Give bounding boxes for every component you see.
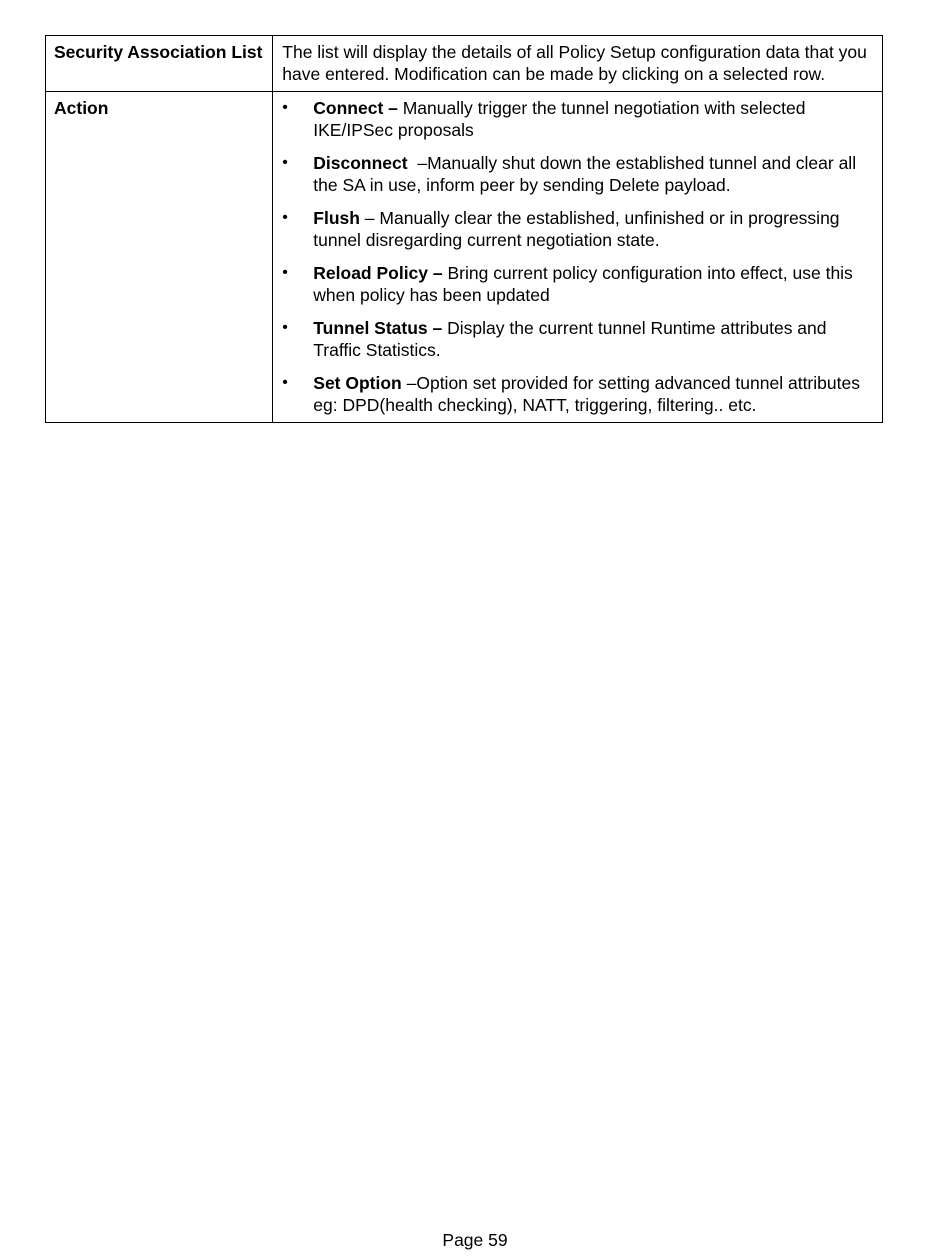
bullet-icon: • bbox=[282, 154, 288, 171]
action-item-disconnect bbox=[282, 152, 874, 196]
table-row-security-association-list bbox=[46, 36, 883, 92]
action-description: Manually trigger the tunnel negotiation with selected IKE/IPSec proposals bbox=[313, 98, 806, 140]
term-cell-action: Action bbox=[46, 92, 273, 423]
action-list bbox=[282, 97, 874, 416]
action-name: Connect bbox=[313, 98, 384, 118]
action-separator: – bbox=[401, 373, 417, 393]
action-separator: – bbox=[428, 263, 448, 283]
bullet-icon: • bbox=[282, 319, 288, 336]
action-separator: – bbox=[407, 153, 428, 173]
action-description: Manually shut down the established tunnel and clear all the SA in use, inform peer by sending Delete payload. bbox=[313, 153, 857, 195]
action-name: Tunnel Status bbox=[313, 318, 428, 338]
action-name: Reload Policy bbox=[313, 263, 429, 283]
table-row-action bbox=[46, 92, 883, 423]
bullet-icon: • bbox=[282, 209, 288, 226]
action-description: Bring current policy configuration into effect, use this when policy has been updated bbox=[313, 263, 853, 305]
action-description: Display the current tunnel Runtime attributes and Traffic Statistics. bbox=[313, 318, 827, 360]
action-item-reload-policy bbox=[282, 262, 874, 306]
term-cell-security-association-list: Security Association List bbox=[46, 36, 273, 92]
action-separator: – bbox=[383, 98, 403, 118]
bullet-icon: • bbox=[282, 99, 288, 116]
action-item-flush bbox=[282, 207, 874, 251]
action-item-tunnel-status bbox=[282, 317, 874, 361]
action-separator: – bbox=[427, 318, 448, 338]
page-number: Page 59 bbox=[442, 1230, 508, 1250]
action-separator: – bbox=[359, 208, 380, 228]
action-item-set-option bbox=[282, 372, 874, 416]
definition-table bbox=[45, 35, 883, 423]
bullet-icon: • bbox=[282, 374, 288, 391]
action-name: Disconnect bbox=[313, 153, 408, 173]
bullet-icon: • bbox=[282, 264, 288, 281]
action-item-connect bbox=[282, 97, 874, 141]
description-cell-action bbox=[273, 92, 883, 423]
description-cell-security-association-list: The list will display the details of all Policy Setup configuration data that you have entered. Modification can be made by clicking on a selected row. bbox=[273, 36, 883, 92]
action-name: Flush bbox=[313, 208, 360, 228]
action-name: Set Option bbox=[313, 373, 402, 393]
action-description: Option set provided for setting advanced tunnel attributes eg: DPD(health checking), NATT, triggering, filtering.. etc. bbox=[313, 373, 860, 415]
action-description: Manually clear the established, unfinished or in progressing tunnel disregarding current negotiation state. bbox=[313, 208, 840, 250]
